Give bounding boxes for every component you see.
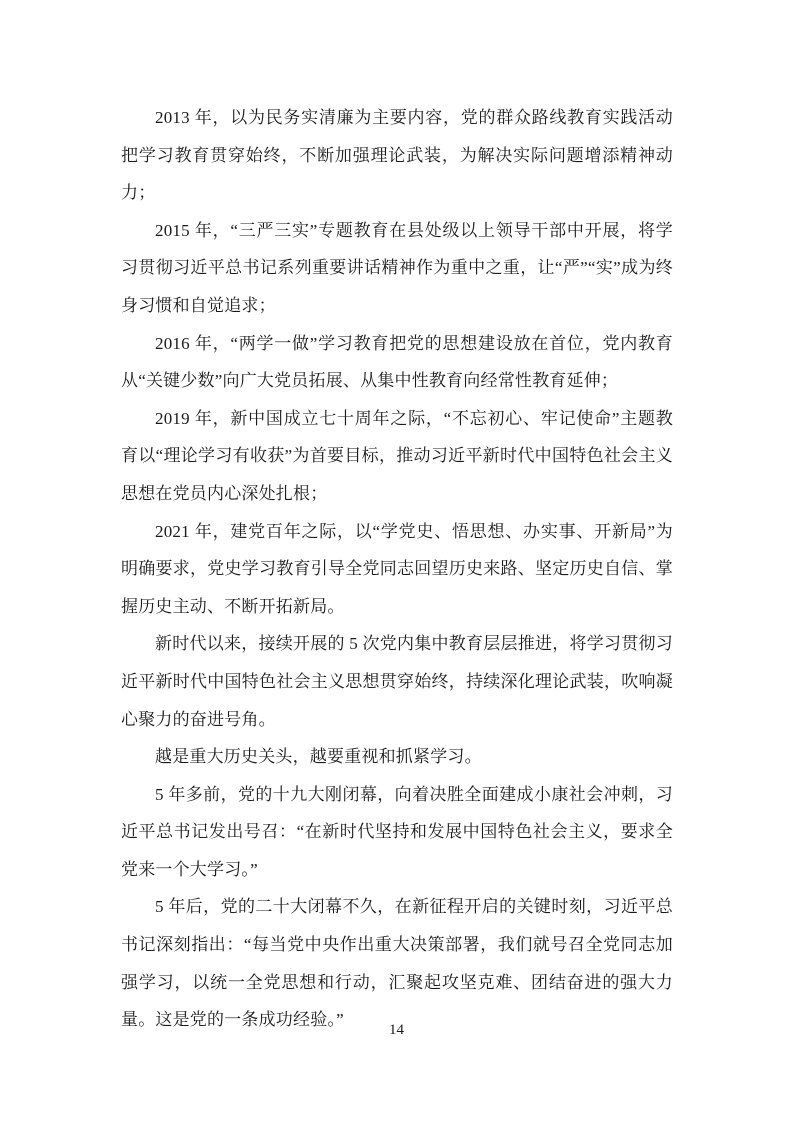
document-body	[121, 99, 673, 1039]
paragraph-2021: 2021 年，建党百年之际，以“学党史、悟思想、办实事、开新局”为明确要求，党史学习教育引导全党同志回望历史来路、坚定历史自信、掌握历史主动、不断开拓新局。	[121, 521, 673, 616]
paragraph-2019: 2019 年，新中国成立七十周年之际，“不忘初心、牢记使命”主题教育以“理论学习有收获”为首要目标，推动习近平新时代中国特色社会主义思想在党员内心深处扎根；	[121, 408, 673, 503]
paragraph-2013: 2013 年，以为民务实清廉为主要内容，党的群众路线教育实践活动把学习教育贯穿始终，不断加强理论武装，为解决实际问题增添精神动力；	[121, 108, 673, 203]
paragraph-key-moment: 越是重大历史关头，越要重视和抓紧学习。	[155, 747, 482, 767]
paragraph-new-era-summary: 新时代以来，接续开展的 5 次党内集中教育层层推进，将学习贯彻习近平新时代中国特色社会主义思想贯穿始终，持续深化理论武装，吹响凝心聚力的奋进号角。	[121, 634, 673, 729]
paragraph-5-years-ago: 5 年多前，党的十九大刚闭幕，向着决胜全面建成小康社会冲刺，习近平总书记发出号召：“在新时代坚持和发展中国特色社会主义，要求全党来一个大学习。”	[121, 784, 673, 879]
paragraph-5-years-later: 5 年后，党的二十大闭幕不久，在新征程开启的关键时刻，习近平总书记深刻指出：“每当党中央作出重大决策部署，我们就号召全党同志加强学习，以统一全党思想和行动，汇聚起攻坚克难、团结奋进的强大力量。这是党的一条成功经验。”	[121, 897, 673, 1030]
paragraph-2016: 2016 年，“两学一做”学习教育把党的思想建设放在首位，党内教育从“关键少数”向广大党员拓展、从集中性教育向经常性教育延伸；	[121, 333, 673, 391]
page-footer	[0, 1020, 793, 1040]
paragraph-2015: 2015 年，“三严三实”专题教育在县处级以上领导干部中开展，将学习贯彻习近平总书记系列重要讲话精神作为重中之重，让“严”“实”成为终身习惯和自觉追求；	[121, 220, 673, 315]
page-number: 14	[389, 1022, 404, 1038]
